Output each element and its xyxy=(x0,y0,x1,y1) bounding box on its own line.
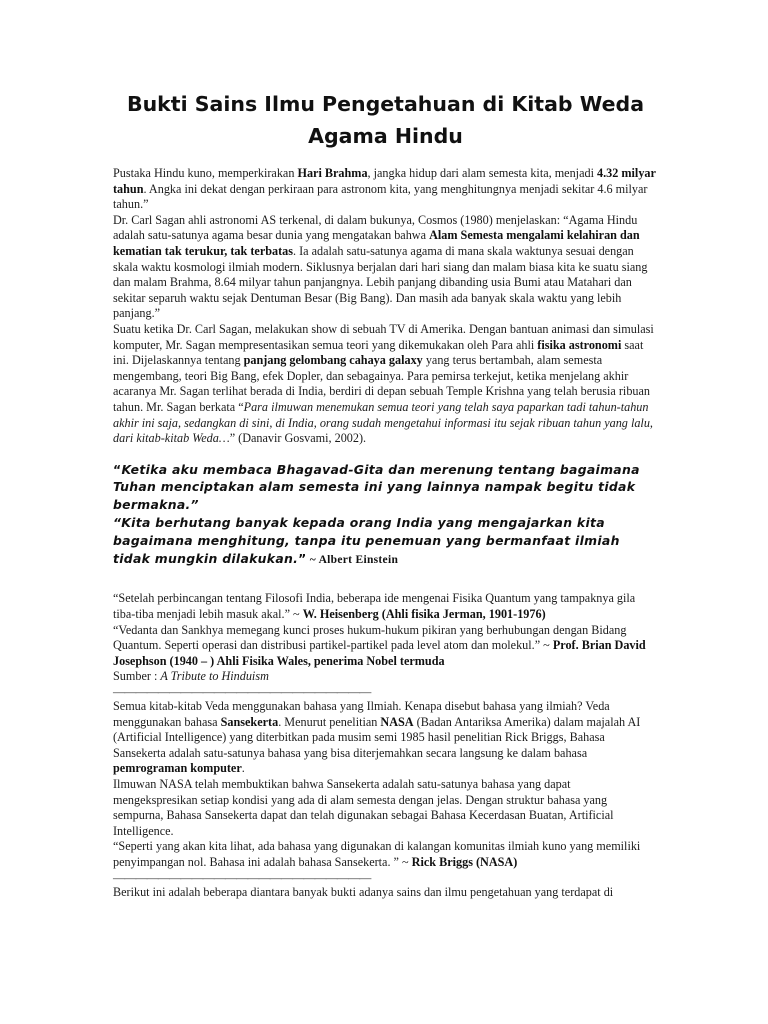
text: yang terus bertambah, alam semesta mengembang, teori Big Bang, efek Dopler, dan sebagainya. Para pemirsa terkejut, ketika menjelang akhir acaranya Mr. Sagan terlihat berada di India, berdiri di depan sebuah Temple Krishna yang telah berusia ribuan tahun. Mr. Sagan berkata “ xyxy=(113,353,651,414)
text: “Seperti yang akan kita lihat, ada bahasa yang digunakan di kalangan komunitas ilmiah kuno yang memiliki penyimpangan nol. Bahasa ini adalah bahasa Sansekerta. ” ~ xyxy=(113,839,641,869)
bold-text: Rick Briggs (NASA) xyxy=(411,854,518,869)
text: “Setelah perbincangan tentang Filosofi India, beberapa ide mengenai Fisika Quantum yang tampaknya gila tiba-tiba menjadi lebih masuk akal.” ~ xyxy=(113,591,636,622)
paragraph-berikut xyxy=(113,885,658,901)
paragraph-heisenberg xyxy=(113,591,658,622)
quote-attribution: ~ Albert Einstein xyxy=(306,553,399,566)
paragraph-hari-brahma xyxy=(113,166,658,213)
text: Semua kitab-kitab Veda menggunakan bahasa yang Ilmiah. Kenapa disebut bahasa yang ilmiah? Veda menggunakan bahasa xyxy=(113,699,610,729)
text: Dr. Carl Sagan ahli astronomi AS terkenal, di dalam bukunya, Cosmos (1980) menjelaskan: “Agama Hindu adalah satu-satunya agama besar dunia yang mengatakan bahwa xyxy=(113,212,638,243)
text: . xyxy=(241,761,245,776)
einstein-quote xyxy=(113,461,658,570)
text: saat ini. Dijelaskannya tentang xyxy=(113,337,644,368)
text: “Vedanta dan Sankhya memegang kunci proses hukum-hukum pikiran yang berhubungan dengan Bidang Quantum. Seperti operasi dan distribusi partikel-partikel pada level atom dan molekul.” ~ xyxy=(113,622,627,653)
bold-text: panjang gelombang cahaya galaxy xyxy=(243,353,423,368)
bold-text: fisika astronomi xyxy=(537,337,622,352)
text: Pustaka Hindu kuno, memperkirakan xyxy=(113,166,298,180)
paragraph-rick-briggs xyxy=(113,839,658,870)
paragraph-sansekerta xyxy=(113,699,658,777)
bold-text: NASA xyxy=(380,714,414,729)
quote-text: Ketika aku membaca Bhagavad-Gita dan merenung tentang bagaimana Tuhan menciptakan alam semesta ini yang lainnya nampak begitu tidak bermakna.” xyxy=(113,461,640,513)
text: (Badan Antariksa Amerika) dalam majalah AI (Artificial Intelligence) yang diterbitkan pada musim semi 1985 hasil penelitian Rick Briggs, Bahasa Sansekerta adalah satu-satunya bahasa yang bisa diterjemahkan secara langsung ke dalam bahasa xyxy=(113,714,641,760)
text: ” (Danavir Gosvami, 2002). xyxy=(229,431,367,446)
separator-line: ——————————————————————— xyxy=(113,685,371,700)
text: Sumber : xyxy=(113,669,161,684)
text: . Angka ini dekat dengan perkiraan para astronom kita, yang menghitungnya menjadi sekitar 4.6 milyar tahun.” xyxy=(113,181,648,212)
bold-text: W. Heisenberg (Ahli fisika Jerman, 1901-1976) xyxy=(302,607,546,622)
italic-text: A Tribute to Hinduism xyxy=(160,669,269,684)
paragraph-nasa xyxy=(113,777,658,839)
document-page xyxy=(113,88,658,900)
quote-text: “Kita berhutang banyak kepada orang India yang mengajarkan kita bagaimana menghitung, tanpa itu penemuan yang bermanfaat ilmiah tidak mungkin dilakukan. xyxy=(113,515,620,566)
italic-text: Para ilmuwan menemukan semua teori yang telah saya paparkan tadi tahun-tahun akhir ini saja, sedangkan di sini, di India, orang sudah mengetahui informasi itu sejak ribuan tahun yang lalu, dari kitab-kitab Weda… xyxy=(113,399,653,446)
separator-line: ——————————————————————— xyxy=(113,870,371,885)
bold-text: 4.32 milyar tahun xyxy=(113,166,656,196)
bold-text: pemrograman komputer xyxy=(113,761,242,776)
bold-text: Sansekerta xyxy=(220,714,279,729)
text: Suatu ketika Dr. Carl Sagan, melakukan show di sebuah TV di Amerika. Dengan bantuan animasi dan simulasi komputer, Mr. Sagan mempresentasikan semua teori yang dikemukakan oleh Para ahli xyxy=(113,321,654,352)
text: . Ia adalah satu-satunya agama di mana skala waktunya sesuai dengan skala waktu kosmologi ilmiah modern. Siklusnya berjalan dari hari siang dan malam biasa kita ke suatu siang dan malam Brahma, 8.64 milyar tahun panjangnya. Lebih panjang dibanding usia Bumi atau Matahari dan sekitar separuh waktu sejak Dentuman Besar (Big Bang). Dan masih ada banyak skala waktu yang lebih panjang.” xyxy=(113,243,648,321)
paragraph-josephson xyxy=(113,623,658,670)
text: Berikut ini adalah beberapa diantara banyak bukti adanya sains dan ilmu pengetahuan yang terdapat di xyxy=(113,884,614,899)
paragraph-tv-show xyxy=(113,322,658,447)
paragraph-source xyxy=(113,669,658,685)
text: . Menurut penelitian xyxy=(278,714,381,729)
bold-text: Prof. Brian David Josephson (1940 – ) Ahli Fisika Wales, penerima Nobel termuda xyxy=(113,638,646,668)
document-title: Bukti Sains Ilmu Pengetahuan di Kitab Weda Agama Hindu xyxy=(126,92,645,148)
quote-mark: “ xyxy=(113,461,122,477)
text: Ilmuwan NASA telah membuktikan bahwa Sansekerta adalah satu-satunya bahasa yang dapat mengekspresikan setiap kondisi yang ada di alam semesta dengan jelas. Dengan struktur bahasa yang sempurna, Bahasa Sansekerta dapat dan telah digunakan sebagai Bahasa Kecerdasan Buatan, Artificial Intelligence. xyxy=(113,777,614,838)
text: , jangka hidup dari alam semesta kita, menjadi xyxy=(367,166,598,180)
quote-mark: ” xyxy=(298,550,307,566)
paragraph-carl-sagan xyxy=(113,213,658,322)
bold-text: Alam Semesta mengalami kelahiran dan kematian tak terukur, tak terbatas xyxy=(113,228,640,258)
bold-text: Hari Brahma xyxy=(297,166,368,180)
